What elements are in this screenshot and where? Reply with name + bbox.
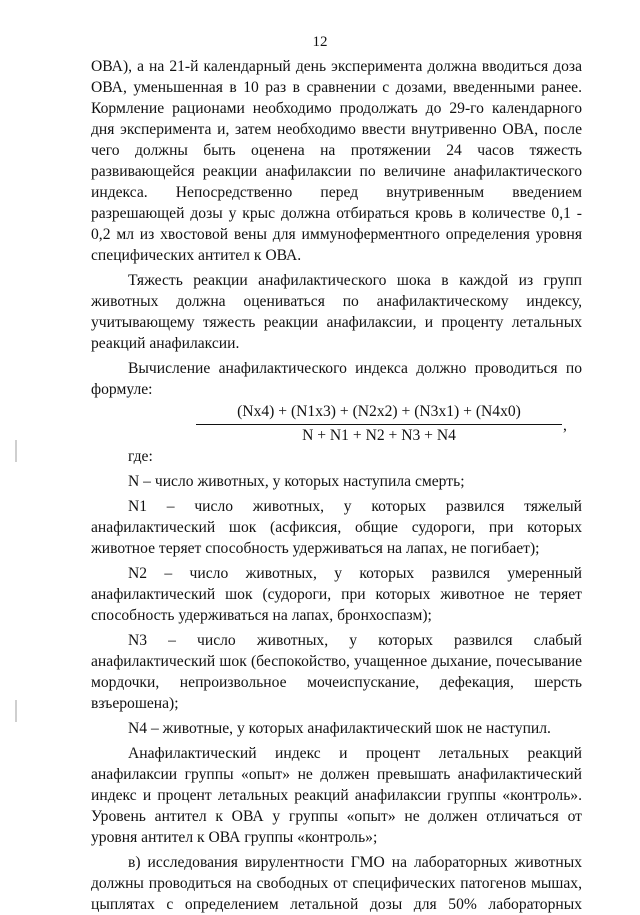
formula-fraction <box>196 402 562 446</box>
formula-comma: , <box>563 417 567 434</box>
paragraph-virulence-study: в) исследования вирулентности ГМО на лабораторных животных должны проводиться на свободных от специфических патогенов мышах, цыплятах с определением летальной дозы для 50% лабораторных <box>91 854 582 913</box>
definition-n2: N2 – число животных, у которых развился умеренный анафилактический шок (судороги, при которых животное не теряет способность удерживаться на лапах, бронхоспазм); <box>91 565 582 624</box>
definition-n1: N1 – число животных, у которых развился тяжелый анафилактический шок (асфиксия, общие судороги, при которых животное теряет способность удерживаться на лапах, не погибает); <box>91 498 582 557</box>
paragraph-index-calculation: Вычисление анафилактического индекса должно проводиться по формуле: <box>91 360 582 398</box>
definition-n3: N3 – число животных, у которых развился слабый анафилактический шок (беспокойство, учащенное дыхание, почесывание мордочки, непроизвольное мочеиспускание, дефекация, шерсть взъерошена); <box>91 632 582 712</box>
paragraph-ova-protocol: ОВА), а на 21-й календарный день эксперимента должна вводиться доза ОВА, уменьшенная в 10 раз в сравнении с дозами, введенными ранее. Кормление рационами необходимо продолжать до 29-го календарного дня эксперимента и, затем необходимо ввести внутривенно ОВА, после чего должны быть оценена на протяжении 24 часов тяжесть развивающейся реакции анафилаксии по величине анафилактического индекса. Непосредственно перед внутривенным введением разрешающей дозы у крыс должна отбираться кровь в количестве 0,1 - 0,2 мл из хвостовой вены для иммуноферментного определения уровня специфических антител к ОВА. <box>91 58 582 264</box>
anaphylactic-index-formula <box>91 402 582 446</box>
definition-n4: N4 – животные, у которых анафилактический шок не наступил. <box>128 720 551 737</box>
document-body <box>91 56 582 915</box>
definition-n: N – число животных, у которых наступила смерть; <box>128 473 465 490</box>
scan-margin-mark <box>15 700 17 722</box>
page-number: 12 <box>312 34 328 50</box>
paragraph-severity: Тяжесть реакции анафилактического шока в каждой из групп животных должна оцениваться по анафилактическому индексу, учитывающему тяжесть реакции анафилаксии, и проценту летальных реакций анафилаксии. <box>91 272 582 352</box>
where-label: где: <box>128 448 153 465</box>
formula-numerator: (Nx4) + (N1x3) + (N2x2) + (N3x1) + (N4x0) <box>196 402 562 425</box>
formula-denominator: N + N1 + N2 + N3 + N4 <box>302 427 456 444</box>
paragraph-index-requirements: Анафилактический индекс и процент летальных реакций анафилаксии группы «опыт» не должен превышать анафилактический индекс и процент летальных реакций анафилаксии группы «контроль». Уровень антител к ОВА у группы «опыт» не должен отличаться от уровня антител к ОВА группы «контроль»; <box>91 745 582 846</box>
scan-margin-mark <box>15 440 17 462</box>
